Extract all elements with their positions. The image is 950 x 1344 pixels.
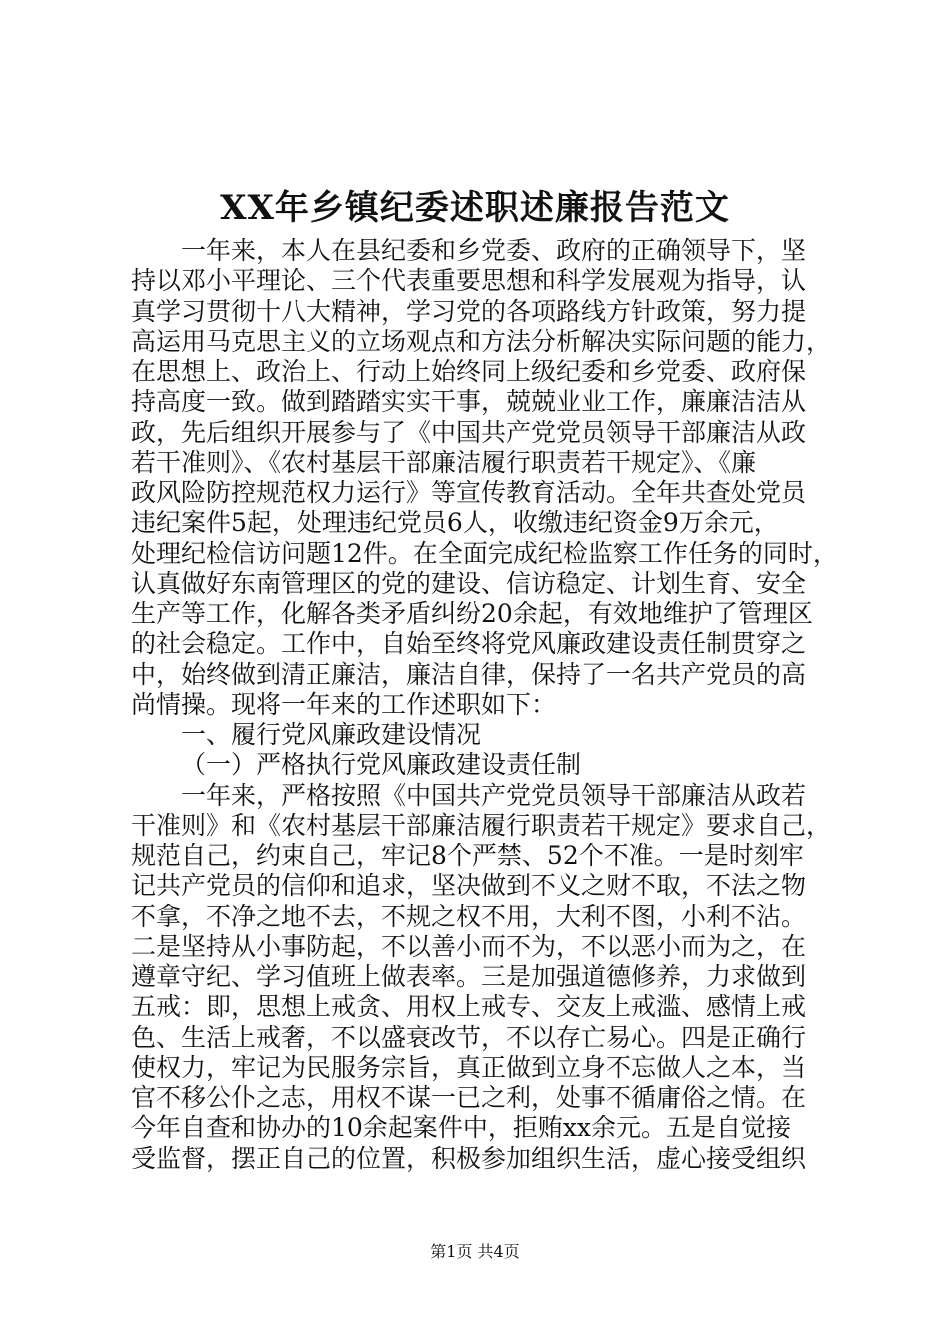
text-line: 遵章守纪、学习值班上做表率。三是加强道德修养，力求做到 [131, 962, 807, 991]
text-line: 在思想上、政治上、行动上始终同上级纪委和乡党委、政府保 [131, 357, 807, 386]
text-line: 不拿，不净之地不去，不规之权不用，大利不图，小利不沾。 [131, 901, 807, 931]
text-line: 生产等工作，化解各类矛盾纠纷20余起，有效地维护了管理区 [131, 599, 813, 628]
text-line: 一年来，严格按照《中国共产党党员领导干部廉洁从政若 [181, 780, 807, 810]
text-line: 官不移公仆之志，用权不谋一已之利，处事不循庸俗之情。在 [131, 1083, 807, 1112]
text-line: 的社会稳定。工作中，自始至终将党风廉政建设责任制贯穿之 [131, 629, 807, 659]
text-line: 处理纪检信访问题12件。在全面完成纪检监察工作任务的同时， [131, 538, 838, 568]
text-line: 中，始终做到清正廉洁，廉洁自律，保持了一名共产党员的高 [131, 659, 807, 689]
text-line: 违纪案件5起，处理违纪党员6人，收缴违纪资金9万余元， [131, 508, 779, 538]
text-line: 一年来，本人在县纪委和乡党委、政府的正确领导下，坚 [181, 236, 807, 265]
text-line: 政，先后组织开展参与了《中国共产党党员领导干部廉洁从政 [131, 417, 807, 447]
text-line: 持高度一致。做到踏踏实实干事，兢兢业业工作，廉廉洁洁从 [131, 387, 807, 417]
text-line: 尚情操。现将一年来的工作述职如下： [131, 689, 557, 719]
text-line: 二是坚持从小事防起，不以善小而不为，不以恶小而为之，在 [131, 931, 807, 961]
section-heading: 一、履行党风廉政建设情况 [181, 720, 482, 749]
text-line: 持以邓小平理论、三个代表重要思想和科学发展观为指导，认 [131, 266, 807, 296]
text-line: 真学习贯彻十八大精神，学习党的各项路线方针政策，努力提 [131, 296, 807, 326]
text-line: 高运用马克思主义的立场观点和方法分析解决实际问题的能力， [131, 326, 832, 356]
text-line: 记共产党员的信仰和追求，坚决做到不义之财不取，不法之物 [131, 871, 807, 901]
text-line: 受监督，摆正自己的位置，积极参加组织生活，虚心接受组织 [131, 1143, 807, 1173]
text-line: 使权力，牢记为民服务宗旨，真正做到立身不忘做人之本，当 [131, 1052, 807, 1082]
text-line: 政风险防控规范权力运行》等宣传教育活动。全年共查处党员 [131, 478, 807, 507]
text-line: 色、生活上戒奢，不以盛衰改节，不以存亡易心。四是正确行 [131, 1022, 807, 1052]
text-line: 若干准则》、《农村基层干部廉洁履行职责若干规定》、《廉 [131, 447, 757, 477]
text-line: 规范自己，约束自己，牢记8个严禁、52个不准。一是时刻牢 [131, 841, 804, 870]
text-line: 今年自查和协办的10余起案件中，拒贿xx余元。五是自觉接 [131, 1113, 792, 1143]
text-line: 认真做好东南管理区的党的建设、信访稳定、计划生育、安全 [131, 568, 807, 598]
document-title: XX年乡镇纪委述职述廉报告范文 [220, 188, 730, 228]
page-number: 第1页 共4页 [430, 1242, 520, 1261]
text-line: 五戒：即，思想上戒贪、用权上戒专、交友上戒滥、感情上戒 [131, 992, 807, 1022]
text-line: 干准则》和《农村基层干部廉洁履行职责若干规定》要求自己， [131, 810, 832, 840]
subsection-heading: （一）严格执行党风廉政建设责任制 [181, 750, 582, 780]
document-body [131, 236, 838, 1174]
